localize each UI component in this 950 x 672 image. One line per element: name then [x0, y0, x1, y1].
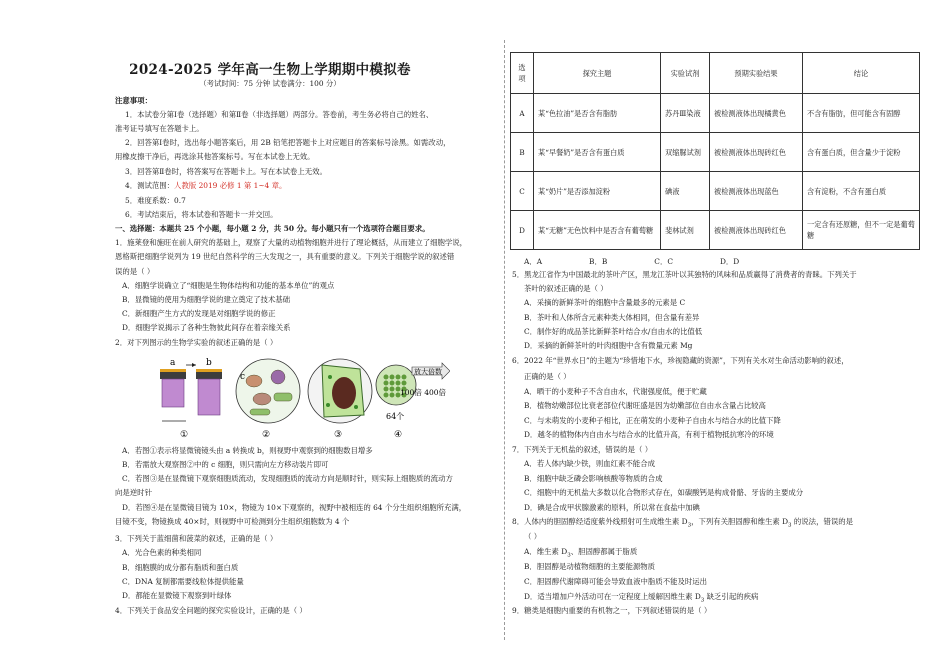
- q6-option-a: A．晒干的小麦种子不含自由水，代谢强度低，便于贮藏: [524, 387, 707, 396]
- lens-a-band: [160, 369, 186, 372]
- table-row: [511, 133, 920, 172]
- q7-option-a: A．若人体内缺少铁，则血红素不能合成: [524, 459, 655, 468]
- q3-option-c: C．DNA 复制都需要线粒体提供能量: [122, 577, 244, 586]
- note-1-cont: 准考证号填写在答题卡上。: [115, 124, 204, 133]
- q1-stem-3: 误的是（ ）: [115, 267, 155, 276]
- q6-option-d: D．越冬的植物体内自由水与结合水的比值升高，有利于植物抵抗寒冷的环境: [524, 430, 774, 439]
- note-2-cont: 用橡皮擦干净后，再选涂其他答案标号。写在本试卷上无效。: [115, 152, 315, 161]
- table-row: [511, 94, 920, 133]
- exam-title: 2024-2025 学年高一生物上学期期中模拟卷: [129, 62, 411, 78]
- table-header-theme: 探究主题: [534, 53, 661, 94]
- fig-num-2: ②: [262, 430, 271, 440]
- q1-option-a: A．细胞学说确立了“细胞是生物体结构和功能的基本单位”的观点: [122, 281, 335, 290]
- field-of-view-4: [376, 365, 416, 405]
- q4-table: [510, 52, 920, 250]
- table-cell-result: 被检测液体出现砖红色: [710, 211, 803, 250]
- notes-heading: 注意事项：: [115, 96, 152, 105]
- table-cell-conclusion: 不含有脂肪，但可能含有固醇: [803, 94, 920, 133]
- q6-option-b: B．植物幼嫩部位比衰老部位代谢旺盛是因为幼嫩部位自由水含量占比较高: [524, 401, 766, 410]
- table-cell-result: 被检测液体出现橘黄色: [710, 94, 803, 133]
- q2-option-d-2: 目镜不变，物镜换成 40×时，则视野中可检测到分生组织细胞数为 4 个: [115, 517, 350, 526]
- table-cell-theme: 某“色拉油”是否含有脂肪: [534, 94, 661, 133]
- q3-option-b: B．细胞膜的成分都有脂质和蛋白质: [122, 563, 239, 572]
- q8-stem-2: （ ）: [524, 532, 542, 541]
- cell-2a: [246, 375, 262, 387]
- q8-stem-sub-1: 3: [687, 522, 692, 529]
- fig-mag-label: 放大倍数: [414, 368, 442, 376]
- fig-64-cells: 64个: [386, 412, 405, 421]
- table-cell-reagent: 双缩脲试剂: [661, 133, 710, 172]
- fig-mag-values: 100倍 400倍: [400, 388, 447, 397]
- q8-d-sub: 3: [700, 597, 705, 604]
- q7-option-c: C．细胞中的无机盐大多数以化合物形式存在，如碳酸钙是构成骨骼、牙齿的主要成分: [524, 488, 804, 497]
- q1-stem-1: 1．施莱登和施旺在前人研究的基础上，观察了大量的动植物细胞并进行了理论概括，从而建立了细胞学说，: [115, 238, 468, 247]
- lens-b-band: [196, 369, 222, 372]
- q4-stem: 4．下列关于食品安全问题的探究实验设计，正确的是（ ）: [115, 606, 307, 615]
- table-cell-conclusion: 一定含有还原糖，但不一定是葡萄糖: [803, 211, 920, 250]
- table-cell-theme: 某“奶片”是否添加淀粉: [534, 172, 661, 211]
- lens-b-body: [198, 379, 220, 415]
- note-4-prefix: 4．测试范围：: [125, 181, 175, 190]
- table-cell-theme: 某“早餐奶”是否含有蛋白质: [534, 133, 661, 172]
- q2-option-c-2: 向是逆时针: [115, 488, 152, 497]
- q6-option-c: C．与未萌发的小麦种子相比，正在萌发的小麦种子自由水与结合水的比值下降: [524, 416, 781, 425]
- table-cell-reagent: 碘液: [661, 172, 710, 211]
- table-cell-result: 被检测液体出现蓝色: [710, 172, 803, 211]
- table-header-result: 预期实验结果: [710, 53, 803, 94]
- fig-num-3: ③: [334, 430, 343, 440]
- q5-option-b: B．茶叶和人体所含元素种类大体相同，但含量有差异: [524, 313, 700, 322]
- q1-option-c: C．新细胞产生方式的发现是对细胞学说的修正: [122, 309, 276, 318]
- note-4: [125, 179, 286, 192]
- table-header-conclusion: 结论: [803, 53, 920, 94]
- q8-stem-pre: 8．人体内的胆固醇经适度紫外线照射可生成维生素 D: [512, 517, 688, 526]
- note-3: 3．回答第Ⅱ卷时，将答案写在答题卡上。写在本试卷上无效。: [125, 167, 327, 176]
- note-2: 2．回答第Ⅰ卷时，选出每小题答案后，用 2B 铅笔把答题卡上对应题目的答案标号涂黑。如需改动，: [125, 138, 451, 147]
- fig-num-4: ④: [394, 430, 403, 440]
- q8-stem-1: [512, 515, 853, 532]
- table-cell-result: 被检测液体出现砖红色: [710, 133, 803, 172]
- q8-a-sub: 3: [567, 552, 571, 559]
- q7-option-d: D．碘是合成甲状腺激素的原料，所以常在食盐中加碘: [524, 503, 700, 512]
- q1-stem-2: 恩格斯把细胞学说列为 19 世纪自然科学的三大发现之一，具有重要的意义。下列关于细胞学说的叙述错: [115, 252, 455, 261]
- plant-cell-vacuole: [332, 377, 356, 409]
- q3-option-a: A．光合色素的种类相同: [122, 548, 202, 557]
- table-cell-conclusion: 含有淀粉，不含有蛋白质: [803, 172, 920, 211]
- q2-option-c-1: C．若图③是在显微镜下观察细胞质流动，发现细胞质的流动方向是顺时针，则实际上细胞质的流动方: [122, 474, 453, 483]
- q5-option-d: D．采摘的新鲜茶叶的叶肉细胞中含有微量元素 Mg: [524, 341, 693, 350]
- q7-stem: 7．下列关于无机盐的叙述，错误的是（ ）: [512, 445, 653, 454]
- q3-option-d: D．都能在显微镜下观察到叶绿体: [122, 591, 232, 600]
- q8-d-pre: D．适当增加户外活动可在一定程度上缓解因维生素 D: [524, 592, 701, 601]
- table-cell-option: D: [511, 211, 534, 250]
- cell-2d: [274, 393, 292, 401]
- q5-option-a: A．采摘的新鲜茶叶的细胞中含量最多的元素是 C: [524, 298, 686, 307]
- cell-2c: [253, 393, 271, 405]
- q1-option-b: B．显微镜的使用为细胞学说的建立奠定了技术基础: [122, 295, 291, 304]
- note-1: 1．本试卷分第Ⅰ卷（选择题）和第Ⅱ卷（非选择题）两部分。答卷前，考生务必将自己的姓名、: [125, 110, 434, 119]
- q3-stem: 3．下列关于蓝细菌和菠菜的叙述，正确的是（ ）: [115, 534, 278, 543]
- table-header-option: 选 项: [511, 53, 534, 94]
- q6-stem-1: 6．2022 年“世界水日”的主题为“珍惜地下水，珍视隐藏的资源”，下列有关水对生命活动影响的叙述，: [512, 356, 849, 365]
- q2-option-d-1: D．若图④是在显微镜目镜为 10×，物镜为 10×下观察的，视野中被相连的 64 个分生组织细胞所充满，: [122, 503, 467, 512]
- q4-answer-options: A．A B．B C．C D．D: [524, 257, 740, 266]
- chloroplast-2: [354, 405, 358, 409]
- q9-stem: 9．糖类是细胞内重要的有机物之一，下列叙述错误的是（ ）: [512, 606, 712, 615]
- q8-option-b: B．胆固醇是动植物细胞的主要能源物质: [524, 562, 656, 571]
- q8-a-post: 、胆固醇都属于脂质: [570, 547, 638, 556]
- table-row: [511, 211, 920, 250]
- q2-option-a: A．若图①表示将显微镜镜头由 a 转换成 b，则视野中观察到的细胞数目增多: [122, 446, 373, 455]
- chloroplast-1: [328, 375, 332, 379]
- table-cell-conclusion: 含有蛋白质，但含量少于淀粉: [803, 133, 920, 172]
- table-cell-option: A: [511, 94, 534, 133]
- note-6: 6．考试结束后，将本试卷和答题卡一并交回。: [125, 210, 278, 219]
- q2-figure: [150, 355, 450, 445]
- q8-stem-post: 的说法，错误的是: [791, 517, 854, 526]
- table-cell-theme: 某“无糖”无色饮料中是否含有葡萄糖: [534, 211, 661, 250]
- fig-label-b: b: [206, 358, 212, 368]
- fig-arrow-head: [192, 363, 196, 367]
- q7-option-b: B．细胞中缺乏磷会影响核酸等物质的合成: [524, 474, 663, 483]
- fig-label-a: a: [170, 358, 176, 368]
- q8-stem-sub-2: 3: [788, 522, 792, 529]
- fig-num-1: ①: [180, 430, 189, 440]
- lens-a-body: [162, 379, 184, 407]
- fig-label-c: c: [240, 372, 246, 382]
- table-header-reagent: 实验试剂: [661, 53, 710, 94]
- q8-option-c: C．胆固醇代谢障碍可能会导致血液中脂质不能及时运出: [524, 577, 708, 586]
- note-5: 5．难度系数：0.7: [125, 196, 186, 205]
- q8-d-post: 缺乏引起的疾病: [704, 592, 759, 601]
- table-cell-option: B: [511, 133, 534, 172]
- q2-option-b: B．若需放大观察图②中的 c 细胞，则只需向左方移动装片即可: [122, 460, 329, 469]
- table-cell-reagent: 苏丹Ⅲ染液: [661, 94, 710, 133]
- q5-stem-2: 茶叶的叙述正确的是（ ）: [524, 284, 608, 293]
- q5-option-c: C．制作好的成品茶比新鲜茶叶结合水/自由水的比值低: [524, 327, 703, 336]
- cell-2b: [271, 370, 285, 384]
- q5-stem-1: 5．黑龙江省作为中国最北的茶叶产区，黑龙江茶叶以其独特的风味和品质赢得了消费者的青睐。下列关于: [512, 270, 857, 279]
- table-header-row: [511, 53, 920, 94]
- q8-stem-mid: ，下列有关胆固醇和维生素 D: [691, 517, 789, 526]
- section-heading: 一、选择题：本题共 25 个小题，每小题 2 分，共 50 分。每小题只有一个选项符合题目要求。: [115, 224, 430, 233]
- q2-stem: 2．对下列图示的生物学实验的叙述正确的是（ ）: [115, 338, 278, 347]
- chloroplast-3: [326, 403, 330, 407]
- table-cell-option: C: [511, 172, 534, 211]
- table-row: [511, 172, 920, 211]
- exam-subtitle: （考试时间：75 分钟 试卷满分：100 分）: [199, 79, 341, 88]
- q6-stem-2: 正确的是（ ）: [524, 372, 571, 381]
- table-cell-reagent: 斐林试剂: [661, 211, 710, 250]
- q1-option-d: D．细胞学说揭示了各种生物彼此间存在着亲缘关系: [122, 323, 291, 332]
- note-4-scope: 人教版 2019 必修 1 第 1~4 章。: [174, 181, 287, 190]
- q8-a-pre: A．维生素 D: [524, 547, 568, 556]
- cell-2e: [250, 409, 270, 415]
